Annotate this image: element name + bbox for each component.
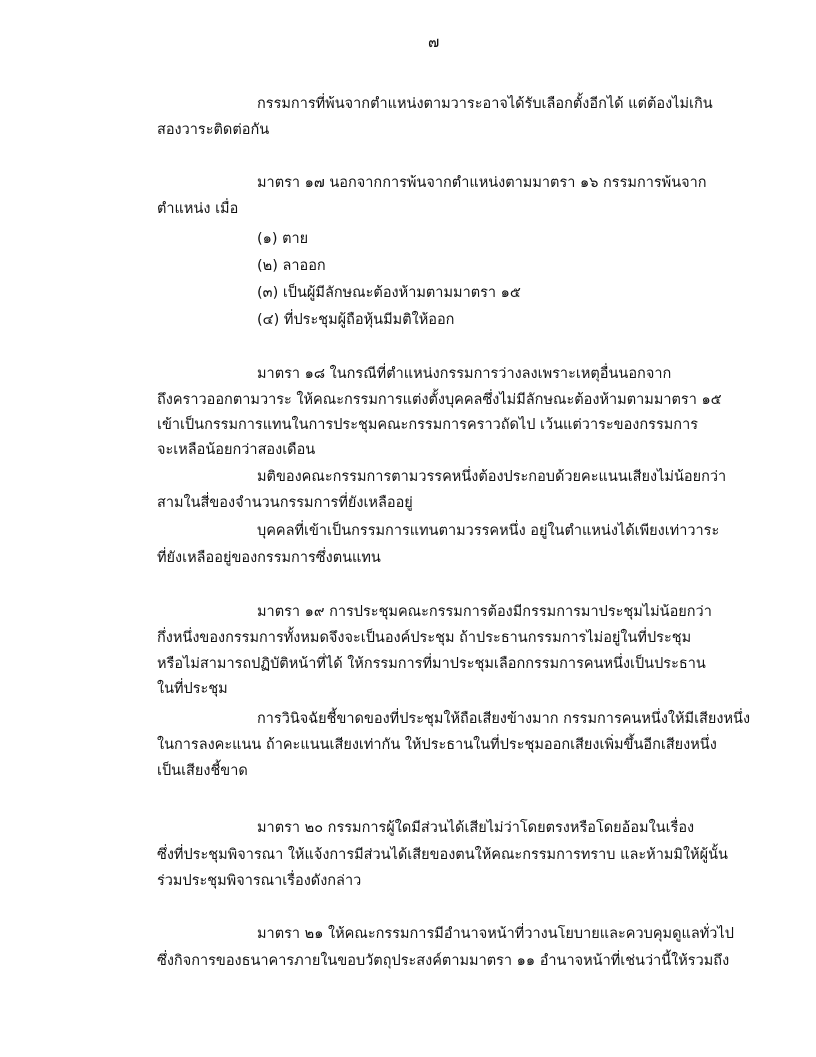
list-item: (๒) ลาออก	[257, 258, 326, 274]
text-line: สองวาระติดต่อกัน	[157, 122, 270, 138]
text-line: ตำแหน่ง เมื่อ	[157, 201, 239, 217]
section-19-heading: มาตรา ๑๙ การประชุมคณะกรรมการต้องมีกรรมการมาประชุมไม่น้อยกว่า	[257, 604, 712, 620]
section-21-heading: มาตรา ๒๑ ให้คณะกรรมการมีอำนาจหน้าที่วางนโยบายและควบคุมดูแลทั่วไป	[257, 926, 734, 942]
list-item: (๔) ที่ประชุมผู้ถือหุ้นมีมติให้ออก	[257, 312, 455, 328]
text-line: ในการลงคะแนน ถ้าคะแนนเสียงเท่ากัน ให้ประธานในที่ประชุมออกเสียงเพิ่มขึ้นอีกเสียงหนึ่ง	[157, 737, 717, 753]
page-number: ๗	[428, 33, 440, 51]
text-line: บุคคลที่เข้าเป็นกรรมการแทนตามวรรคหนึ่ง อยู่ในตำแหน่งได้เพียงเท่าวาระ	[257, 523, 720, 539]
text-line: กึ่งหนึ่งของกรรมการทั้งหมดจึงจะเป็นองค์ประชุม ถ้าประธานกรรมการไม่อยู่ในที่ประชุม	[157, 630, 692, 646]
text-line: ที่ยังเหลืออยู่ของกรรมการซึ่งตนแทน	[157, 550, 381, 566]
section-18-heading: มาตรา ๑๘ ในกรณีที่ตำแหน่งกรรมการว่างลงเพราะเหตุอื่นนอกจาก	[257, 366, 672, 382]
text-line: ถึงคราวออกตามวาระ ให้คณะกรรมการแต่งตั้งบุคคลซึ่งไม่มีลักษณะต้องห้ามตามมาตรา ๑๕	[157, 392, 722, 408]
text-line: สามในสี่ของจำนวนกรรมการที่ยังเหลืออยู่	[157, 495, 413, 511]
text-line: ในที่ประชุม	[157, 681, 228, 697]
text-line: จะเหลือน้อยกว่าสองเดือน	[157, 442, 316, 458]
text-line: เข้าเป็นกรรมการแทนในการประชุมคณะกรรมการคราวถัดไป เว้นแต่วาระของกรรมการ	[157, 417, 698, 433]
text-line: การวินิจฉัยชี้ขาดของที่ประชุมให้ถือเสียงข้างมาก กรรมการคนหนึ่งให้มีเสียงหนึ่ง	[257, 711, 751, 727]
text-line: กรรมการที่พ้นจากตำแหน่งตามวาระอาจได้รับเลือกตั้งอีกได้ แต่ต้องไม่เกิน	[257, 96, 713, 112]
text-line: ร่วมประชุมพิจารณาเรื่องดังกล่าว	[157, 873, 362, 889]
text-line: ซึ่งกิจการของธนาคารภายในขอบวัตถุประสงค์ตามมาตรา ๑๑ อำนาจหน้าที่เช่นว่านี้ให้รวมถึง	[157, 953, 730, 969]
text-line: เป็นเสียงชี้ขาด	[157, 763, 248, 779]
text-line: มติของคณะกรรมการตามวรรคหนึ่งต้องประกอบด้วยคะแนนเสียงไม่น้อยกว่า	[257, 469, 727, 485]
section-17-heading: มาตรา ๑๗ นอกจากการพ้นจากตำแหน่งตามมาตรา ๑๖ กรรมการพ้นจาก	[257, 175, 707, 191]
list-item: (๑) ตาย	[257, 231, 309, 247]
list-item: (๓) เป็นผู้มีลักษณะต้องห้ามตามมาตรา ๑๕	[257, 285, 521, 301]
text-line: ซึ่งที่ประชุมพิจารณา ให้แจ้งการมีส่วนได้เสียของตนให้คณะกรรมการทราบ และห้ามมิให้ผู้นั้น	[157, 847, 728, 863]
section-20-heading: มาตรา ๒๐ กรรมการผู้ใดมีส่วนได้เสียไม่ว่าโดยตรงหรือโดยอ้อมในเรื่อง	[257, 820, 695, 836]
text-line: หรือไม่สามารถปฏิบัติหน้าที่ได้ ให้กรรมการที่มาประชุมเลือกกรรมการคนหนึ่งเป็นประธาน	[157, 656, 706, 672]
